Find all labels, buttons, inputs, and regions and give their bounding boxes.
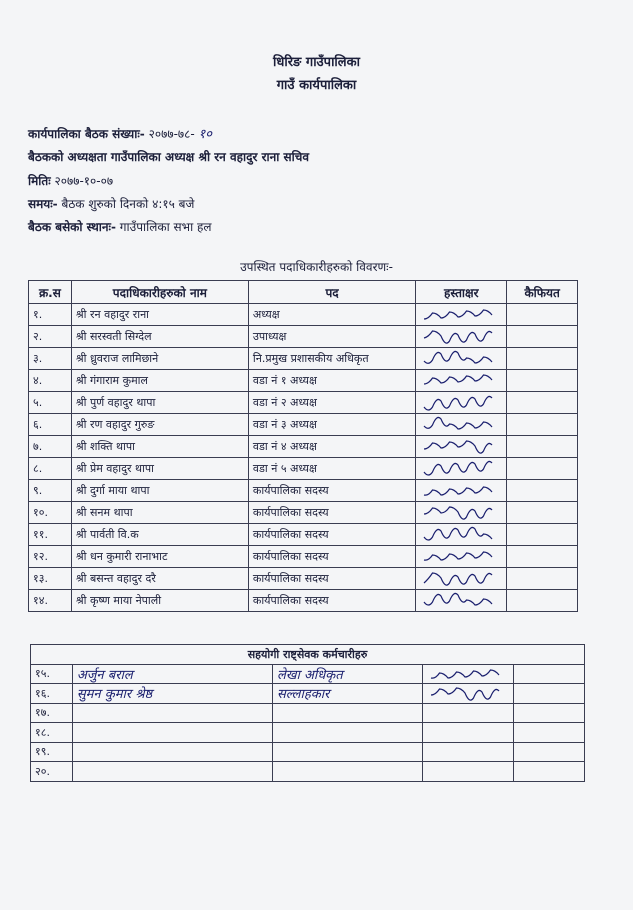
office-subtitle: गाउँ कार्यपालिका <box>276 78 357 93</box>
staff-row <box>31 742 585 762</box>
attendance-sn: ६. <box>29 414 72 436</box>
remarks-cell <box>507 414 578 436</box>
signature-scribble <box>420 592 502 609</box>
signature-cell <box>416 326 507 348</box>
attendance-row <box>29 524 578 546</box>
attendance-header-row <box>29 281 578 304</box>
remarks-cell <box>514 742 585 762</box>
col-header-signature: हस्ताक्षर <box>416 281 507 304</box>
staff-row <box>31 684 585 704</box>
attendance-caption: उपस्थित पदाधिकारीहरुको विवरणः- <box>240 260 393 274</box>
meeting-venue-label: बैठक बसेको स्थानः- <box>28 220 116 234</box>
signature-cell <box>416 546 507 568</box>
staff-row <box>31 723 585 743</box>
attendance-row <box>29 436 578 458</box>
attendance-name: श्री प्रेम वहादुर थापा <box>71 458 248 480</box>
signature-cell <box>416 392 507 414</box>
meeting-number-handwritten: १० <box>198 127 213 142</box>
attendance-row <box>29 414 578 436</box>
signature-scribble <box>420 482 502 499</box>
attendance-post: वडा नं २ अध्यक्ष <box>248 392 415 414</box>
attendance-row <box>29 546 578 568</box>
meeting-number <box>28 124 212 142</box>
signature-cell <box>416 370 507 392</box>
signature-cell <box>423 664 514 684</box>
signature-cell <box>423 723 514 743</box>
signature-scribble <box>420 438 502 455</box>
meeting-date <box>28 172 113 189</box>
attendance-post: वडा नं १ अध्यक्ष <box>248 370 415 392</box>
office-name: धिरिङ गाउँपालिका <box>273 55 360 70</box>
meeting-time-label: समयः- <box>28 197 58 211</box>
signature-scribble <box>420 350 502 367</box>
attendance-sn: १२. <box>29 546 72 568</box>
remarks-cell <box>514 762 585 782</box>
staff-sn: १८. <box>31 723 73 743</box>
attendance-name: श्री गंगाराम कुमाल <box>71 370 248 392</box>
attendance-sn: ९. <box>29 480 72 502</box>
attendance-name: श्री सरस्वती सिग्देल <box>71 326 248 348</box>
attendance-sn: १०. <box>29 502 72 524</box>
staff-name <box>72 703 272 723</box>
meeting-time-value: बैठक शुरुको दिनको ४:१५ बजे <box>61 197 195 211</box>
staff-name: सुमन कुमार श्रेष्ठ <box>72 684 272 704</box>
signature-cell <box>416 414 507 436</box>
attendance-post: अध्यक्ष <box>248 304 415 326</box>
signature-cell <box>416 304 507 326</box>
signature-scribble <box>420 548 502 565</box>
signature-cell <box>423 762 514 782</box>
signature-scribble <box>420 394 502 411</box>
staff-row <box>31 664 585 684</box>
signature-cell <box>423 703 514 723</box>
staff-post <box>273 703 423 723</box>
staff-table-title: सहयोगी राष्ट्सेवक कर्मचारीहरु <box>31 645 585 665</box>
attendance-sn: ७. <box>29 436 72 458</box>
remarks-cell <box>507 304 578 326</box>
attendance-name: श्री धन कुमारी रानाभाट <box>71 546 248 568</box>
signature-scribble <box>420 328 502 345</box>
staff-name <box>72 723 272 743</box>
attendance-name: श्री सनम थापा <box>71 502 248 524</box>
attendance-sn: ४. <box>29 370 72 392</box>
staff-row <box>31 703 585 723</box>
signature-scribble <box>420 460 502 477</box>
col-header-sn: क्र.स <box>29 281 72 304</box>
attendance-row <box>29 502 578 524</box>
signature-cell <box>416 524 507 546</box>
remarks-cell <box>507 392 578 414</box>
remarks-cell <box>507 546 578 568</box>
staff-row <box>31 762 585 782</box>
attendance-post: कार्यपालिका सदस्य <box>248 480 415 502</box>
staff-sn: १६. <box>31 684 73 704</box>
attendance-post: उपाध्यक्ष <box>248 326 415 348</box>
remarks-cell <box>514 684 585 704</box>
remarks-cell <box>507 502 578 524</box>
col-header-remarks: कैफियत <box>507 281 578 304</box>
signature-cell <box>416 458 507 480</box>
meeting-date-label: मितिः <box>28 174 51 188</box>
signature-cell <box>423 684 514 704</box>
attendance-sn: ३. <box>29 348 72 370</box>
remarks-cell <box>507 480 578 502</box>
attendance-sn: १४. <box>29 590 72 612</box>
remarks-cell <box>507 370 578 392</box>
attendance-post: वडा नं ४ अध्यक्ष <box>248 436 415 458</box>
signature-scribble <box>420 570 502 587</box>
attendance-post: कार्यपालिका सदस्य <box>248 524 415 546</box>
attendance-name: श्री पुर्ण वहादुर थापा <box>71 392 248 414</box>
attendance-row <box>29 590 578 612</box>
col-header-post: पद <box>248 281 415 304</box>
remarks-cell <box>514 723 585 743</box>
signature-scribble <box>420 416 502 433</box>
remarks-cell <box>507 348 578 370</box>
staff-name <box>72 762 272 782</box>
attendance-name: श्री रन वहादुर राना <box>71 304 248 326</box>
remarks-cell <box>514 664 585 684</box>
attendance-name: श्री बसन्त वहादुर दरै <box>71 568 248 590</box>
signature-cell <box>416 568 507 590</box>
signature-scribble <box>427 685 509 702</box>
attendance-row <box>29 392 578 414</box>
signature-scribble <box>420 526 502 543</box>
attendance-name: श्री रण वहादुर गुरुङ <box>71 414 248 436</box>
attendance-row <box>29 480 578 502</box>
attendance-row <box>29 568 578 590</box>
attendance-name: श्री दुर्गा माया थापा <box>71 480 248 502</box>
attendance-post: कार्यपालिका सदस्य <box>248 546 415 568</box>
attendance-name: श्री कृष्ण माया नेपाली <box>71 590 248 612</box>
meeting-venue-value: गाउँपालिका सभा हल <box>119 220 212 234</box>
staff-name: अर्जुन बराल <box>72 664 272 684</box>
staff-table <box>30 644 585 782</box>
attendance-post: कार्यपालिका सदस्य <box>248 502 415 524</box>
signature-scribble <box>420 372 502 389</box>
signature-scribble <box>427 665 509 682</box>
attendance-post: वडा नं ३ अध्यक्ष <box>248 414 415 436</box>
signature-scribble <box>420 306 502 323</box>
staff-post <box>273 762 423 782</box>
remarks-cell <box>507 568 578 590</box>
meeting-time <box>28 195 194 212</box>
meeting-number-value: २०७७-७८- <box>148 127 195 141</box>
staff-name <box>72 742 272 762</box>
staff-post: सल्लाहकार <box>273 684 423 704</box>
attendance-name: श्री शक्ति थापा <box>71 436 248 458</box>
attendance-sn: ८. <box>29 458 72 480</box>
meeting-venue <box>28 218 212 235</box>
attendance-sn: २. <box>29 326 72 348</box>
signature-cell <box>416 348 507 370</box>
meeting-chair: बैठकको अध्यक्षता गाउँपालिका अध्यक्ष श्री रन वहादुर राना सचिव <box>28 150 310 164</box>
remarks-cell <box>507 436 578 458</box>
attendance-row <box>29 304 578 326</box>
meeting-number-label: कार्यपालिका बैठक संख्याः- <box>28 127 145 141</box>
signature-cell <box>423 742 514 762</box>
attendance-name: श्री पार्वती वि.क <box>71 524 248 546</box>
attendance-sn: ५. <box>29 392 72 414</box>
signature-cell <box>416 480 507 502</box>
remarks-cell <box>507 326 578 348</box>
attendance-post: कार्यपालिका सदस्य <box>248 568 415 590</box>
attendance-name: श्री ध्रुवराज लामिछाने <box>71 348 248 370</box>
remarks-cell <box>507 524 578 546</box>
attendance-row <box>29 370 578 392</box>
attendance-sn: ११. <box>29 524 72 546</box>
attendance-post: नि.प्रमुख प्रशासकीय अधिकृत <box>248 348 415 370</box>
col-header-name: पदाधिकारीहरुको नाम <box>71 281 248 304</box>
remarks-cell <box>507 458 578 480</box>
remarks-cell <box>507 590 578 612</box>
signature-cell <box>416 590 507 612</box>
attendance-row <box>29 348 578 370</box>
attendance-post: वडा नं ५ अध्यक्ष <box>248 458 415 480</box>
signature-cell <box>416 502 507 524</box>
staff-post <box>273 723 423 743</box>
staff-sn: २०. <box>31 762 73 782</box>
staff-post: लेखा अधिकृत <box>273 664 423 684</box>
staff-sn: १५. <box>31 664 73 684</box>
attendance-sn: १३. <box>29 568 72 590</box>
staff-sn: १९. <box>31 742 73 762</box>
attendance-sn: १. <box>29 304 72 326</box>
meeting-date-value: २०७७-१०-०७ <box>54 174 114 188</box>
signature-scribble <box>420 504 502 521</box>
remarks-cell <box>514 703 585 723</box>
signature-cell <box>416 436 507 458</box>
attendance-row <box>29 458 578 480</box>
staff-sn: १७. <box>31 703 73 723</box>
staff-post <box>273 742 423 762</box>
attendance-table <box>28 280 578 612</box>
attendance-row <box>29 326 578 348</box>
attendance-post: कार्यपालिका सदस्य <box>248 590 415 612</box>
